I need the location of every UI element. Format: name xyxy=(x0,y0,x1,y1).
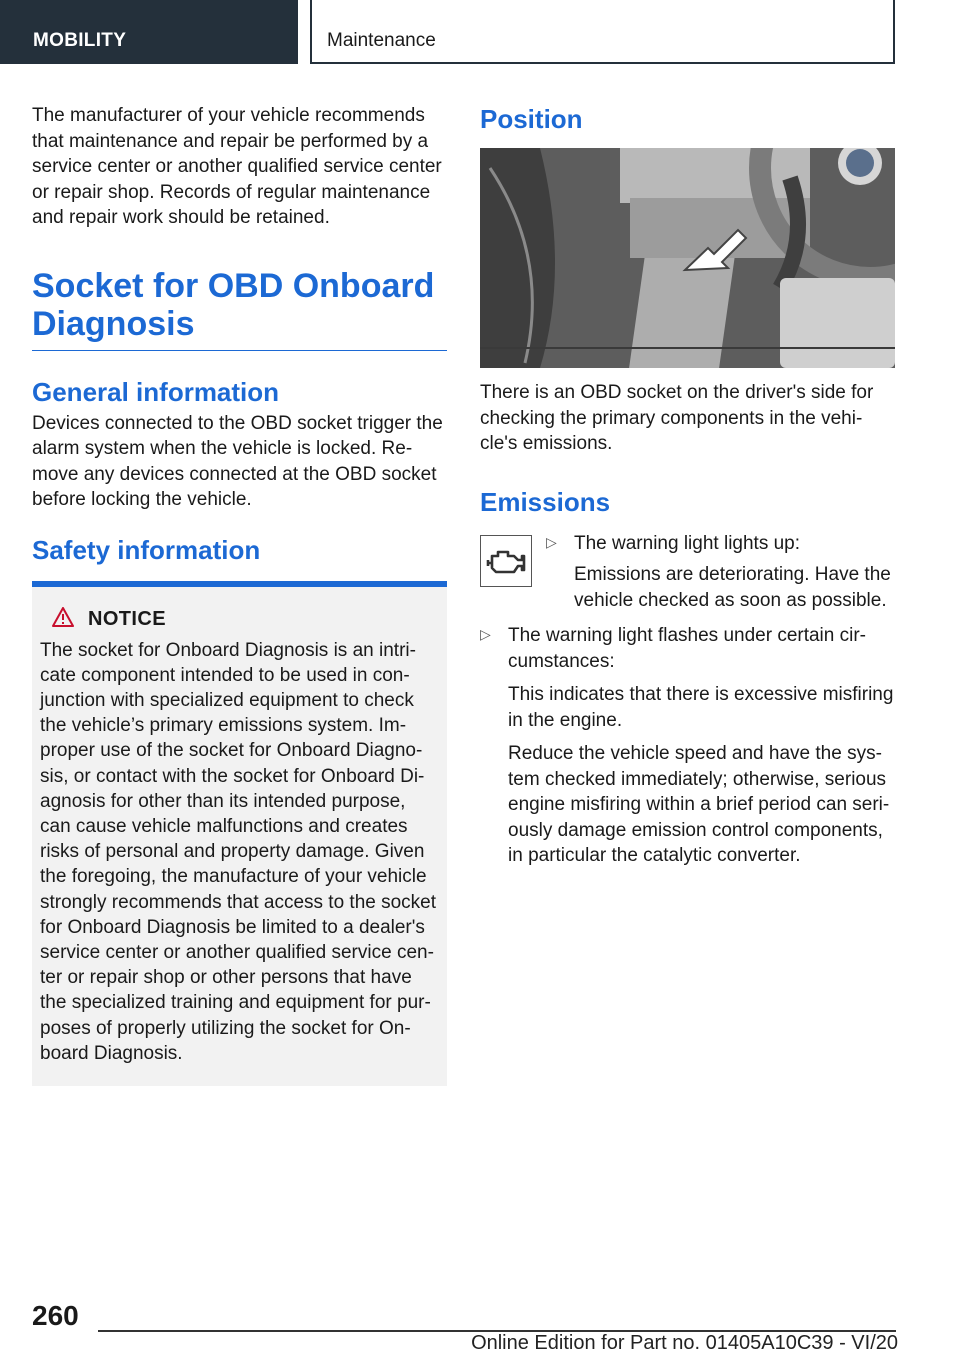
footer-edition: Online Edition for Part no. 01405A10C39 - VI/20 xyxy=(471,1332,898,1354)
position-heading: Position xyxy=(480,104,583,134)
engine-warning-icon xyxy=(480,535,532,587)
safety-info-heading: Safety information xyxy=(32,534,261,565)
notice-text: The socket for Onboard Diagnosis is an intri-cate component intended to be used in con-junction with specialized equipment to check the vehicle’s primary emissions system. Im-proper use of the socket for Onboard Diagno-sis, or contact with the socket for Onboard Di-agnosis for other than its intended purpose, can cause vehicle malfunctions and creates risks of personal and property damage. Given the foregoing, the manufacture of your vehicle strongly recommends that access to the socket for Onboard Diagnosis be limited to a dealer's service center or another qualified service cen-ter or repair shop or other persons that have the specialized training and equipment for pur-poses of properly utilizing the socket for On-board Diagnosis. xyxy=(40,639,437,1064)
emissions-warning-row xyxy=(480,531,895,614)
general-info-heading: General information xyxy=(32,376,280,407)
bullet1-block xyxy=(546,531,895,614)
position-text: There is an OBD socket on the driver's side for checking the primary components in the vehi-cle's emissions. xyxy=(480,382,874,454)
bullet1-title: The warning light lights up: xyxy=(574,532,801,554)
bullet1-text: Emissions are deteriorating. Have the vehicle checked as soon as possible. xyxy=(574,564,891,611)
bullet-triangle-icon: ▷ xyxy=(546,533,557,550)
left-column xyxy=(32,100,447,1086)
bullet-triangle-icon: ▷ xyxy=(480,626,491,642)
right-column xyxy=(480,100,895,869)
bullet2-text2: Reduce the vehicle speed and have the sys-tem checked immediately; otherwise, serious engine misfiring within a brief period can seri-ously damage emission control components, in particular the catalytic converter. xyxy=(508,743,890,866)
main-heading xyxy=(32,267,447,351)
list-item xyxy=(546,531,895,557)
warning-triangle-icon xyxy=(52,607,74,632)
main-heading-line2: Diagnosis xyxy=(32,304,195,343)
header-chapter-label: Maintenance xyxy=(310,0,895,64)
main-heading-line1: Socket for OBD Onboard xyxy=(32,266,435,305)
bullet2-text1: This indicates that there is excessive misfiring in the engine. xyxy=(508,684,894,731)
header-section-label: MOBILITY xyxy=(0,0,298,64)
list-item xyxy=(480,623,895,869)
notice-box xyxy=(32,587,447,1086)
notice-title xyxy=(40,607,439,632)
bullet2-title: The warning light flashes under certain cir-cumstances: xyxy=(508,625,867,672)
dashboard-photo-illustration xyxy=(480,148,895,368)
emissions-heading: Emissions xyxy=(480,486,611,517)
bullet2-block xyxy=(508,623,895,869)
notice-label: NOTICE xyxy=(88,607,166,630)
page-number: 260 xyxy=(32,1300,79,1331)
intro-paragraph: The manufacturer of your vehicle recommends that maintenance and repair be performed by a service center or another qualified service center or repair shop. Records of regular maintenance and repair work should be retained. xyxy=(32,105,442,228)
general-info-text: Devices connected to the OBD socket trigger the alarm system when the vehicle is locked. Re-move any devices connected at the OBD socket before locking the vehicle. xyxy=(32,412,443,510)
obd-position-photo xyxy=(480,148,895,368)
